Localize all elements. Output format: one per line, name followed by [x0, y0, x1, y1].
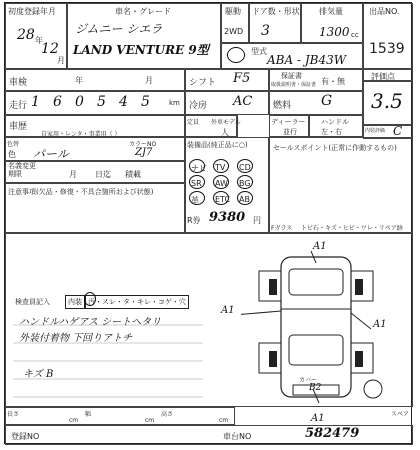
first-reg-value: 28: [17, 27, 35, 43]
drive-label: 駆動: [225, 7, 241, 16]
equipment-circle: [237, 159, 253, 173]
equipment-item: AW: [215, 179, 228, 188]
inspector-interior-tag: 内装: [65, 295, 85, 309]
equipment-circle: [237, 191, 253, 205]
reg-no-label: 登録NO: [11, 432, 40, 441]
equipment-circle: [213, 191, 229, 205]
mileage-digit: 5: [141, 94, 150, 110]
score-label: 評価点: [371, 72, 395, 81]
equipment-circle: [189, 175, 205, 189]
warranty-label: 保証書: [281, 72, 302, 80]
dimensions-row: [5, 407, 235, 425]
doors-label: ドア数・形状: [252, 7, 300, 16]
recycle-label: R券: [187, 216, 201, 225]
equipment-item: SR: [191, 179, 202, 188]
chassis-label: 車台NO: [223, 432, 252, 441]
mileage-digit: 6: [53, 94, 62, 110]
shift-value: F5: [233, 71, 251, 86]
equipment-item: 革: [191, 196, 199, 205]
first-reg-month: 12: [41, 41, 59, 57]
interior-label: 内装評価: [365, 128, 386, 134]
mileage-digit: 4: [119, 94, 128, 110]
displacement-value: 1300: [319, 25, 350, 39]
dealer-sub: 並行: [283, 128, 297, 136]
dealer-label: ディーラー: [271, 118, 306, 126]
mileage-digit: 1: [31, 94, 40, 110]
color-label: 色: [8, 150, 16, 159]
color-value: パール: [33, 147, 69, 161]
car-name-line2: LAND VENTURE 9型: [73, 43, 209, 57]
mileage-digit: 5: [97, 94, 106, 110]
inspector-lines: [13, 321, 213, 401]
equipment-item: AB: [239, 195, 250, 204]
lot-label: 出品NO.: [369, 7, 400, 16]
color-no-value: ZJ7: [135, 147, 153, 158]
length-unit: cm: [69, 417, 79, 424]
inspection-year: 年: [75, 76, 83, 85]
damage-b2: B2: [309, 383, 322, 393]
equipment-item: TV: [215, 163, 226, 172]
fuel-value: G: [321, 93, 333, 109]
fuel-label: 燃料: [273, 101, 292, 111]
warranty-sub: 取扱説明書・保証書: [271, 82, 317, 88]
damage-a1-top: A1: [313, 241, 327, 252]
history-options: 自家用・レンタ・事業用（ ）: [41, 131, 121, 138]
equipment-label: 装備品(純正品に○): [187, 141, 248, 149]
length-label: 長さ: [7, 411, 20, 418]
mileage-unit: km: [169, 99, 180, 107]
car-name-label: 車名・グレード: [115, 7, 171, 16]
lot-value: 1539: [369, 41, 405, 57]
equipment-circle: [189, 159, 205, 173]
capacity-unit: 人: [221, 128, 229, 137]
score-value: 3.5: [371, 89, 403, 113]
stain-circle: [84, 292, 96, 306]
handle-value: 左・右: [321, 128, 342, 136]
model-label: 型式: [251, 47, 267, 56]
inspector-line1: ハンドルハゲアス シートヘタリ: [19, 317, 162, 328]
first-reg-month-unit: 月: [57, 56, 65, 65]
name-change-label: 名義変更期限: [8, 162, 36, 178]
inspection-month: 月: [145, 76, 153, 85]
width-label: 幅: [85, 411, 92, 418]
fglass-label: Fガラス: [271, 225, 293, 232]
inspection-label: 車検: [9, 78, 28, 88]
displacement-label: 排気量: [319, 7, 343, 16]
drive-value: 2WD: [224, 27, 244, 36]
damage-a1-right: A1: [373, 319, 387, 330]
chassis-value: 582479: [305, 426, 360, 441]
equipment-item: BG: [239, 179, 251, 188]
recycle-value: 9380: [209, 210, 246, 225]
height-unit: cm: [219, 417, 229, 424]
mileage-digit: 0: [75, 94, 84, 110]
recycle-unit: 円: [253, 216, 261, 225]
drive-4wd-circle: [227, 47, 245, 63]
first-reg-label: 初度登録年月: [8, 7, 56, 16]
cover-label: カバー: [299, 377, 318, 384]
ac-value: AC: [233, 94, 253, 109]
equipment-circle: [189, 191, 205, 205]
selling-points-label: セールスポイント(正常に作動するもの): [273, 144, 397, 152]
equipment-circle: [213, 159, 229, 173]
name-change-month: 月: [69, 170, 77, 179]
interior-value: C: [393, 124, 403, 138]
name-change-date: 日迄: [95, 170, 111, 179]
displacement-unit: cc: [351, 31, 359, 39]
height-label: 高さ: [161, 411, 174, 418]
handle-label: ハンドル: [321, 118, 349, 126]
doors-value: 3: [261, 23, 270, 39]
exterior-label: 外車モデル: [211, 119, 241, 126]
ac-label: 冷房: [189, 101, 208, 111]
damage-a1-bottom: A1: [311, 413, 325, 424]
model-value: ABA - JB43W: [267, 53, 347, 67]
shift-label: シフト: [189, 78, 217, 88]
name-change-carry: 積載: [125, 170, 141, 179]
warranty-value: 有・無: [321, 77, 345, 86]
defects-label: トビ石・キズ・ヒビ・ワレ・リペア跡: [301, 225, 403, 232]
inspector-line3: キズ B: [23, 369, 54, 380]
equipment-circle: [213, 175, 229, 189]
color-row: [5, 137, 185, 161]
equipment-item: CD: [239, 163, 251, 172]
equipment-item: ETC: [215, 195, 231, 204]
history-label: 車歴: [9, 122, 28, 132]
first-reg-unit: 年: [35, 36, 43, 45]
mileage-label: 走行: [9, 101, 28, 111]
inspection-row: [5, 69, 185, 91]
equipment-circle: [237, 175, 253, 189]
capacity-label: 定員: [187, 119, 200, 126]
repaint-label: 色替: [7, 141, 20, 148]
spare-label: スペア: [391, 411, 410, 418]
color-no-label: カラーNO: [129, 141, 157, 148]
width-unit: cm: [145, 417, 155, 424]
damage-a1-left: A1: [221, 305, 235, 316]
equipment-item: ナビ: [191, 164, 207, 173]
auction-sheet: [4, 2, 412, 444]
notes-label: 注意事項(欠品・修復・不具合箇所および状態): [8, 188, 154, 196]
inspector-condition-tags: 汚・スレ・タ・キレ・コゲ・穴: [85, 295, 189, 309]
inspector-line2: 外装付着物 下回りアトチ: [19, 333, 133, 344]
inspector-label: 検査員記入: [15, 298, 50, 306]
car-name-line1: ジムニー シエラ: [75, 22, 163, 36]
